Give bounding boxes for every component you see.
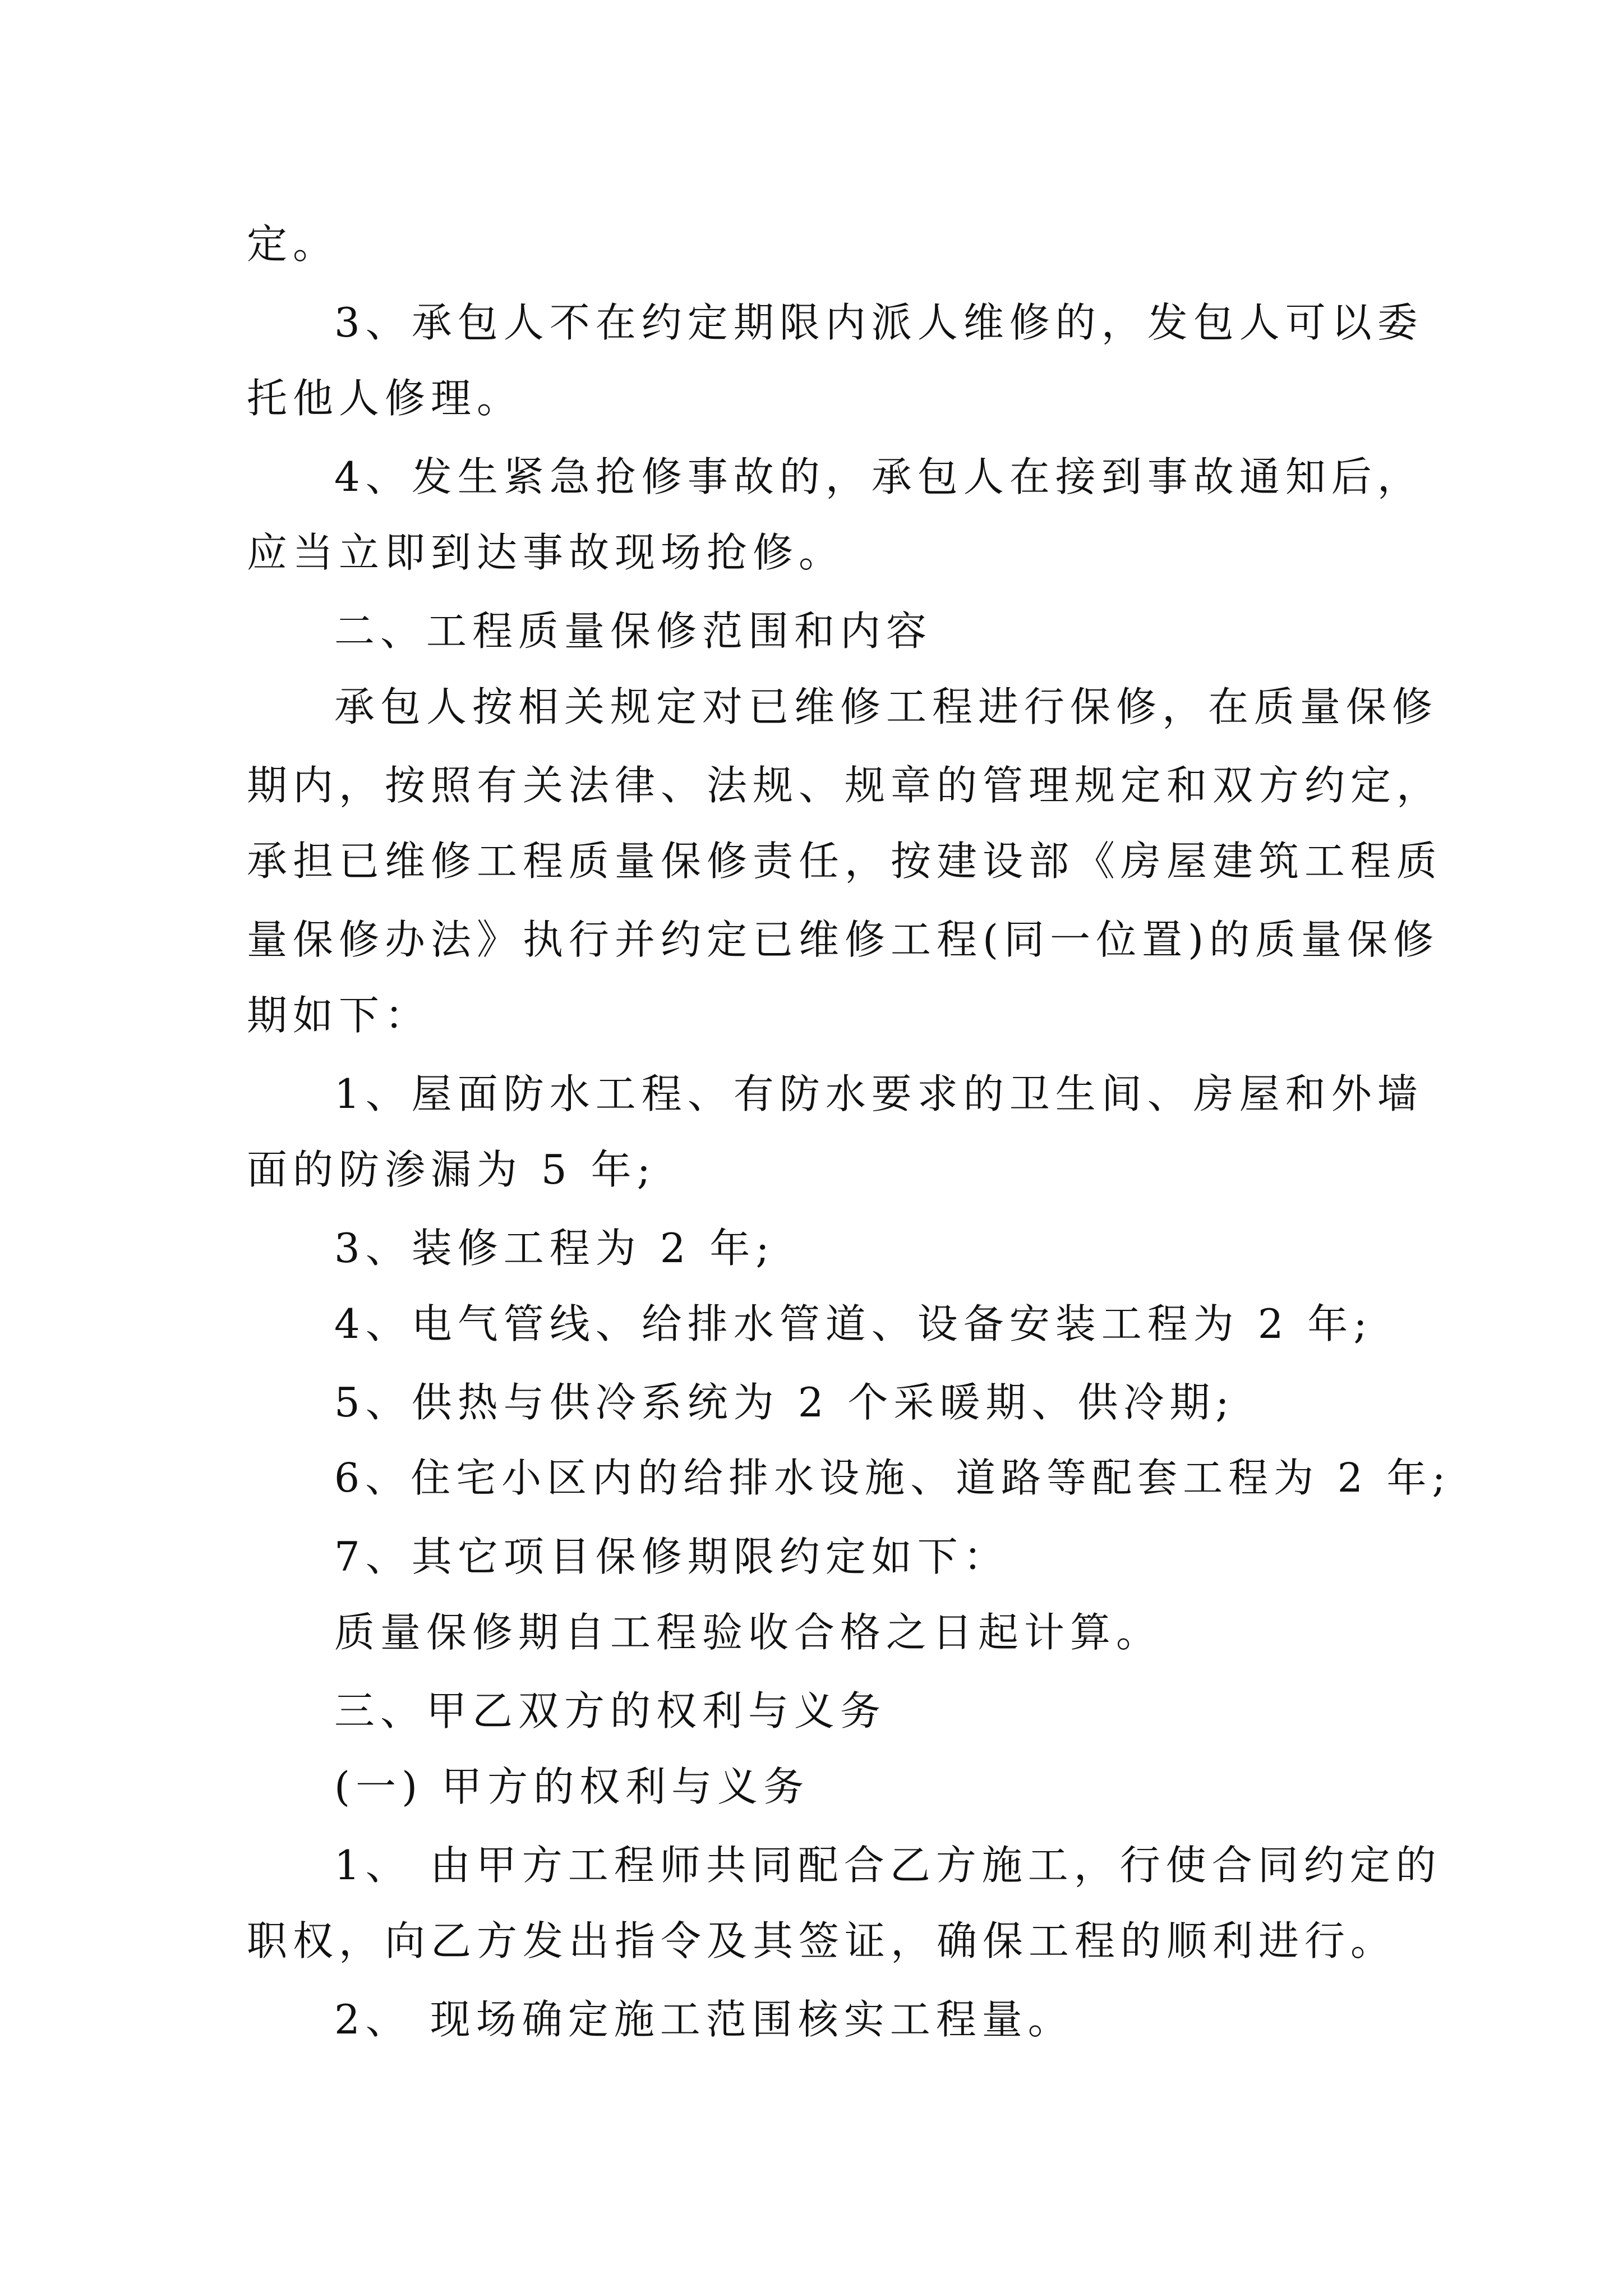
text-line-14: 3、装修工程为 2 年;: [334, 1225, 775, 1272]
text-line-15: 4、电气管线、给排水管道、设备安装工程为 2 年;: [334, 1300, 1373, 1347]
text-line-16: 5、供热与供冷系统为 2 个采暖期、供冷期;: [334, 1379, 1235, 1426]
text-line-17: 6、住宅小区内的给排水设施、道路等配套工程为 2 年;: [334, 1455, 1451, 1501]
text-line-8: 期内，按照有关法律、法规、规章的管理规定和双方约定，: [247, 762, 1443, 809]
text-line-1: 定。: [247, 220, 339, 268]
text-line-24: 2、 现场确定施工范围核实工程量。: [334, 1996, 1074, 2043]
section-heading-2: 二、工程质量保修范围和内容: [334, 608, 933, 655]
text-line-9: 承担已维修工程质量保修责任，按建设部《房屋建筑工程质: [247, 838, 1443, 885]
text-line-4: 4、发生紧急抢修事故的，承包人在接到事故通知后，: [334, 453, 1423, 500]
text-line-7: 承包人按相关规定对已维修工程进行保修，在质量保修: [334, 683, 1438, 730]
text-line-5: 应当立即到达事故现场抢修。: [247, 529, 845, 576]
text-line-12: 1、屋面防水工程、有防水要求的卫生间、房屋和外墙: [334, 1070, 1423, 1117]
text-line-2: 3、承包人不在约定期限内派人维修的，发包人可以委: [334, 299, 1423, 346]
text-line-10: 量保修办法》执行并约定已维修工程(同一位置)的质量保修: [247, 916, 1440, 963]
section-heading-3: 三、甲乙双方的权利与义务: [334, 1687, 887, 1734]
text-line-13: 面的防渗漏为 5 年;: [247, 1146, 656, 1193]
text-line-3: 托他人修理。: [247, 375, 523, 422]
text-line-19: 质量保修期自工程验收合格之日起计算。: [334, 1609, 1163, 1656]
text-line-11: 期如下：: [247, 992, 431, 1039]
text-line-22: 1、 由甲方工程师共同配合乙方施工，行使合同约定的: [334, 1842, 1442, 1889]
text-line-18: 7、其它项目保修期限约定如下：: [334, 1533, 1009, 1580]
text-line-23: 职权，向乙方发出指令及其签证，确保工程的顺利进行。: [247, 1917, 1397, 1964]
sub-heading-1: (一) 甲方的权利与义务: [334, 1763, 810, 1810]
